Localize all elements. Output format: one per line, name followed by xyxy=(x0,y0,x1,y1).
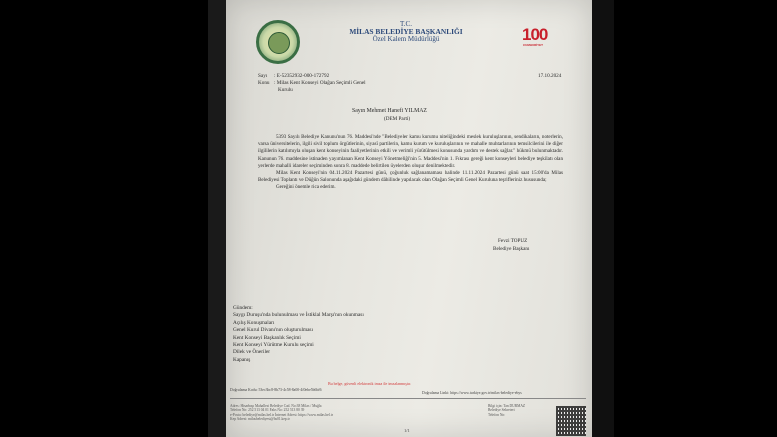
agenda-item: Kapanış xyxy=(233,356,251,363)
signatory-name: Fevzi TOPUZ xyxy=(498,238,528,244)
document-date: 17.10.2024 xyxy=(538,73,562,79)
letter-body xyxy=(258,134,563,192)
letter-document xyxy=(226,0,592,437)
photo-shadow-right xyxy=(592,0,614,437)
logo-100-text: 100 xyxy=(522,25,548,44)
header-department: Özel Kalem Müdürlüğü xyxy=(372,35,440,43)
verify-code: Doğrulama Kodu: 53ec3bc8-8b73-4c58-8a00-4f0ebe5b6bf6 xyxy=(230,388,322,392)
verify-link[interactable]: Doğrulama Linki: https://www.turkiye.gov.tr/milas-belediye-ebys xyxy=(422,391,522,395)
qr-code-icon xyxy=(556,406,586,436)
sayi-label: Sayı xyxy=(258,73,268,79)
page-number: 1/1 xyxy=(404,428,410,433)
agenda-item: Dilek ve Öneriler xyxy=(233,349,271,356)
agenda-item: Kent Konseyi Başkanlık Seçimi xyxy=(233,334,301,341)
konu-value: : Milas Kent Konseyi Olağan Seçimli Genel xyxy=(274,80,366,86)
agenda-item: Açılış Konuşmaları xyxy=(233,319,275,326)
body-paragraph: Milas Kent Konseyi'nin 04.11.2024 Pazartesi günü, çoğunluk sağlanamaması halinde 11.11.2024 Pazartesi günü saat 15:00'da Milas Belediyesi Toplantı ve Düğün Salonunda aşağıdaki gündem dâhilinde yapılacak olan Olağan Seçimli Genel Kuruluna teşrifleriniz hususunda; xyxy=(258,170,563,184)
recipient-name: Sayın Mehmet Hanefi YILMAZ xyxy=(352,108,427,114)
footer-kep: Kep Adresi: milasbelediyesi@hs01.kep.tr xyxy=(230,416,290,421)
logo-100-subtext: CUMHURİYET xyxy=(523,43,543,47)
header-tc: T.C. xyxy=(400,20,412,28)
contact-title: Belediye Sekreteri xyxy=(488,408,515,413)
photo-shadow-left xyxy=(208,0,226,437)
agenda-item: Saygı Duruşu'nda bulunulması ve İstiklal Marşı'nın okunması xyxy=(233,312,364,319)
agenda xyxy=(233,305,364,364)
agenda-item: Genel Kurul Divanı'nın oluşturulması xyxy=(233,327,313,334)
republic-100-logo xyxy=(522,25,547,45)
municipality-seal-icon xyxy=(256,20,300,64)
recipient-party: (DEM Parti) xyxy=(384,116,411,122)
header-municipality: MİLAS BELEDİYE BAŞKANLIĞI xyxy=(349,27,463,36)
body-paragraph: Gereğini önemle rica ederim. xyxy=(276,184,336,191)
konu-value-cont: Kurulu xyxy=(278,87,293,93)
agenda-title: Gündem: xyxy=(233,305,253,311)
footer-contact xyxy=(488,404,525,417)
footer-eposta: e-Posta: belediye@milas.bel.tr İnternet Adresi: https://www.milas.bel.tr xyxy=(230,412,333,417)
konu-label: Konu xyxy=(258,80,270,86)
footer-address-block xyxy=(230,404,333,421)
footer-phone: Telefon No: 252 513 04 01 Faks No: 252 513 80 39 xyxy=(230,408,305,413)
footer-divider xyxy=(230,398,586,399)
footer-address: Adres: Hisarbaşı Mahallesi Belediye Cad. No:38 Milas / Muğla xyxy=(230,404,322,408)
contact-label: Bilgi için: Tan DURMAZ xyxy=(488,404,526,408)
contact-phone: Telefon No: xyxy=(488,412,506,417)
signatory-title: Belediye Başkanı xyxy=(493,246,530,252)
esign-note: Bu belge, güvenli elektronik imza ile imzalanmıştır. xyxy=(328,381,412,386)
body-paragraph: 5393 Sayılı Belediye Kanunu'nun 76. Maddesi'nde "Belediyeler kamu kurumu niteliğindeki meslek kuruluşlarının, sendikaların, noterlerin, varsa üniversitelerin, ilgili sivil toplum örgütlerinin, siyasî partilerin, kamu kurum ve kuruluşlarının ve mahalle muhtarlarının temsilcilerini ile diğer ilgililerin katılımıyla oluşan kent konseyinin faaliyetlerinin etkili ve verimli yürütülmesi konusunda yardım ve destek sağlar." hükmü bulunmaktadır. Kanunun 76. maddesine istinaden yayımlanan Kent Konseyi Yönetmeliği'nin 5. Maddesi'nin 1. Fıkrası gereği kent konseyleri belediye teşkilatı olan yerlerde mahalli idareler seçiminden sonra 8. maddede belirtilen üyelerden oluşur denilmektedir. xyxy=(258,134,563,169)
sayi-value: : E-52352932-000-172792 xyxy=(274,73,330,79)
agenda-item: Kent Konseyi Yürütme Kurulu seçimi xyxy=(233,342,314,349)
